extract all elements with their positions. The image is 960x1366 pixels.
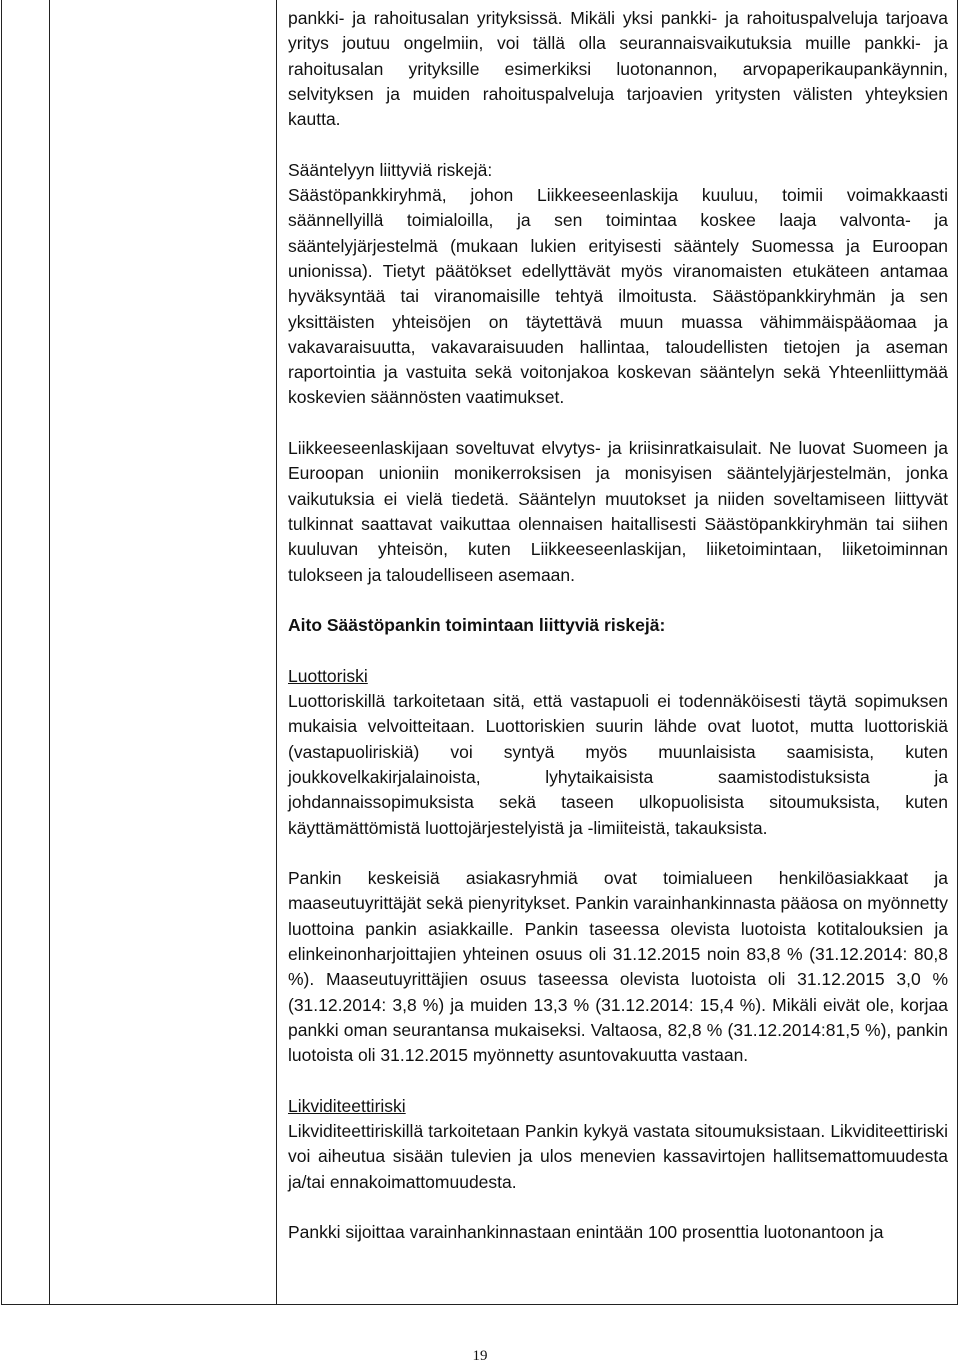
paragraph-funding: Pankki sijoittaa varainhankinnastaan enintään 100 prosenttia luotonantoon ja (288, 1222, 884, 1243)
paragraph-credit-risk: Luottoriskillä tarkoitetaan sitä, että vastapuoli ei todennäköisesti täytä sopimuksen mukaisia velvoitteitaan. Luottoriskien suurin lähde ovat luotot, mutta luottoriskiä (vastapuoliriskiä) voi syntyä myös muunlaisista saamisista, kuten joukkovelkakirjalainoista, lyhytaikaisista saamistodistuksista ja johdannaissopimuksista sekä taseen ulkopuolisista sitoumuksista, kuten käyttämättömistä luottojärjestelyistä ja -limiiteistä, takauksista. (288, 691, 948, 838)
paragraph-regulation: Säästöpankkiryhmä, johon Liikkeeseenlaskija kuuluu, toimii voimakkaasti säännellyillä toimialoilla, ja sen toimintaa koskee laaja valvonta- ja sääntelyjärjestelmä (mukaan lukien erityisesti sääntely Suomessa ja Euroopan unionissa). Tietyt päätökset edellyttävät myös viranomaisten etukäteen antamaa hyväksyntää tai viranomaisille tehtyä ilmoitusta. Säästöpankkiryhmän ja sen yksittäisten yhteisöjen on täytettävä muun muassa vähimmäispääomaa ja vakavaraisuutta, vakavaraisuuden hallintaa, taloudellisten tietojen ja aseman raportointia ja vastuita sekä voitonjakoa koskevan sääntelyn sekä Yhteenliittymää koskevien säännösten vaatimukset. (288, 185, 948, 408)
heading-aito-risks: Aito Säästöpankin toimintaan liittyviä riskejä: (288, 615, 666, 636)
table-column-1 (2, 0, 50, 1304)
subheading-liquidity-risk: Likviditeettiriski (288, 1095, 406, 1116)
page-number: 19 (472, 1348, 488, 1364)
paragraph-liquidity-risk: Likviditeettiriskillä tarkoitetaan Pankin kykyä vastata sitoumuksistaan. Likviditeettiriski voi aiheutua sisään tulevien ja ulos menevien kassavirtojen hallitsemattomuudesta ja/tai ennakoimattomuudesta. (288, 1121, 948, 1192)
paragraph-resolution-laws: Liikkeeseenlaskijaan soveltuvat elvytys- ja kriisinratkaisulait. Ne luovat Suomeen ja Euroopan unioniin monikerroksisen ja monisyisen sääntelyjärjestelmän, jonka vaikutuksia ei vielä tiedetä. Sääntelyn muutokset ja niiden soveltamiseen liittyvät tulkinnat saattavat vaikuttaa olennaisen haitallisesti Säästöpankkiryhmän tai siihen kuuluvan yhteisön, kuten Liikkeeseenlaskijan, liiketoimintaan, liiketoiminnan tulokseen ja taloudelliseen asemaan. (288, 438, 948, 585)
subheading-regulatory-risks: Sääntelyyn liittyviä riskejä: (288, 159, 493, 180)
paragraph-systemic-risk: pankki- ja rahoitusalan yrityksissä. Mikäli yksi pankki- ja rahoituspalveluja tarjoava yritys joutuu ongelmiin, voi tällä olla seurannaisvaikutuksia muille pankki- ja rahoitusalan yrityksille esimerkiksi luotonannon, arvopaperikaupankäynnin, selvityksen ja muiden rahoituspalveluja tarjoavien yritysten välisten yhteyksien kautta. (288, 8, 948, 130)
document-text (288, 6, 948, 1246)
table-column-2 (50, 0, 277, 1304)
paragraph-customer-groups: Pankin keskeisiä asiakasryhmiä ovat toimialueen henkilöasiakkaat ja maaseutuyrittäjät sekä pienyritykset. Pankin varainhankinnasta pääosa on myönnetty luottoina pankin asiakkaille. Pankin taseessa olevista luotoista kotitalouksien ja elinkeinonharjoittajien yhteinen osuus oli 31.12.2015 noin 83,8 % (31.12.2014: 80,8 %). Maaseutuyrittäjien osuus taseessa olevista luotoista oli 31.12.2015 3,0 % (31.12.2014: 3,8 %) ja muiden 13,3 % (31.12.2014: 15,4 %). Mikäli eivät ole, korjaa pankki oman seurantansa mukaiseksi. Valtaosa, 82,8 % (31.12.2014:81,5 %), pankin luotoista oli 31.12.2015 myönnetty asuntovakuutta vastaan. (288, 868, 948, 1066)
subheading-credit-risk: Luottoriski (288, 665, 368, 686)
